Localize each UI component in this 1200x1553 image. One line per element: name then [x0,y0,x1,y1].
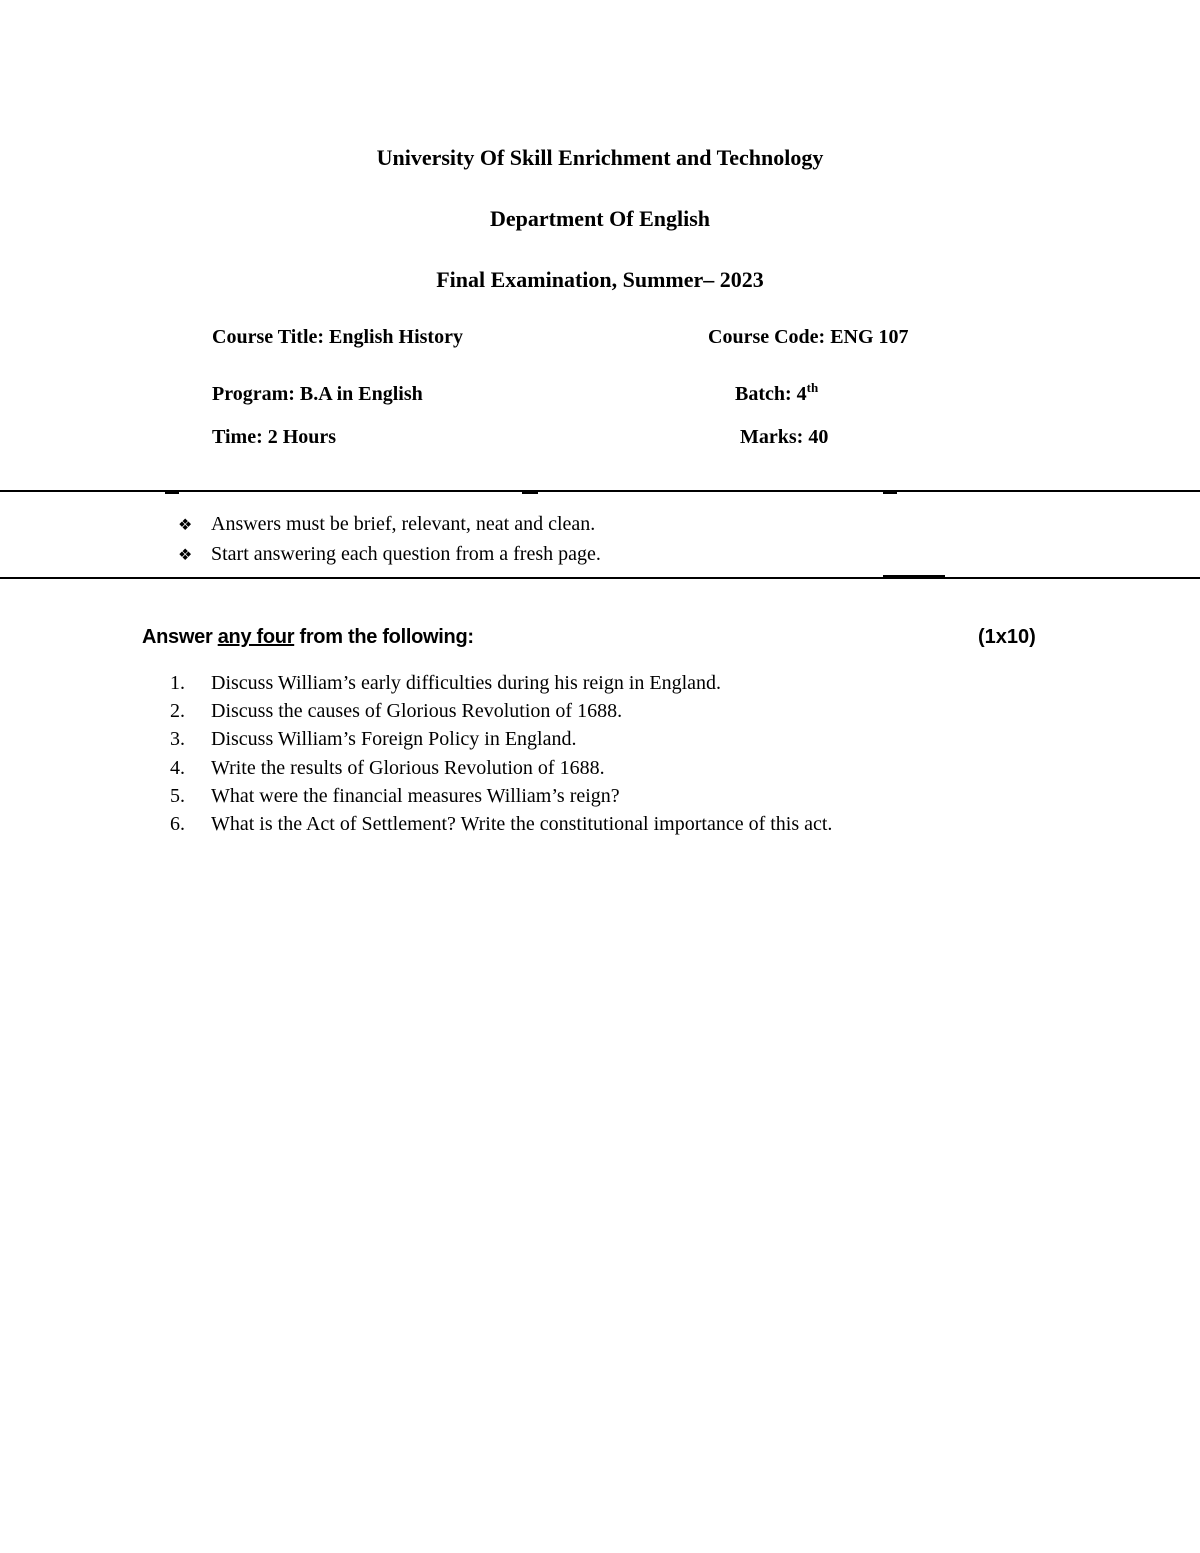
total-marks: Marks: 40 [740,426,829,448]
question-number: 4. [170,756,185,779]
instructions-list [178,510,601,570]
question-item [170,725,832,753]
question-item [170,754,832,782]
top-divider [0,490,1200,492]
university-name: University Of Skill Enrichment and Technology [376,145,824,170]
bottom-divider-tick [883,575,945,577]
batch-suffix: th [806,380,819,395]
section-suffix: from the following: [294,626,474,648]
bottom-divider [0,577,1200,579]
batch [735,382,818,406]
marks-note: (1x10) [978,626,1036,648]
instruction-text: Answers must be brief, relevant, neat and clean. [211,513,596,535]
question-item [170,782,832,810]
question-item [170,669,832,697]
question-text: Discuss William’s early difficulties during his reign in England. [211,672,722,694]
program: Program: B.A in English [212,383,423,405]
time-allowed: Time: 2 Hours [212,426,337,448]
question-item [170,810,832,838]
question-number: 3. [170,728,185,751]
question-number: 2. [170,700,185,723]
question-text: Write the results of Glorious Revolution of 1688. [211,756,605,779]
instruction-text: Start answering each question from a fresh page. [211,543,601,565]
instruction-item [178,510,601,540]
section-prefix: Answer [142,626,218,648]
question-list [170,669,832,838]
four-diamond-bullet-icon: ❖ [178,517,193,534]
instruction-item [178,540,601,570]
top-divider-tick [165,492,179,494]
question-text: Discuss the causes of Glorious Revolution of 1688. [211,700,623,723]
question-number: 1. [170,672,185,694]
question-item [170,697,832,725]
question-number: 5. [170,784,185,807]
question-text: Discuss William’s Foreign Policy in England. [211,728,577,751]
section-emphasis: any four [217,626,295,648]
batch-label: Batch: 4 [735,383,807,405]
course-title: Course Title: English History [212,326,463,348]
top-divider-tick [522,492,538,494]
exam-title: Final Examination, Summer– 2023 [436,267,764,292]
department-name: Department Of English [490,206,710,231]
question-number: 6. [170,813,185,836]
section-instruction [142,623,474,651]
question-text: What were the financial measures William’s reign? [211,784,620,807]
four-diamond-bullet-icon: ❖ [178,547,193,564]
top-divider-tick [883,492,897,494]
course-code: Course Code: ENG 107 [708,326,909,348]
question-text: What is the Act of Settlement? Write the constitutional importance of this act. [211,813,833,836]
